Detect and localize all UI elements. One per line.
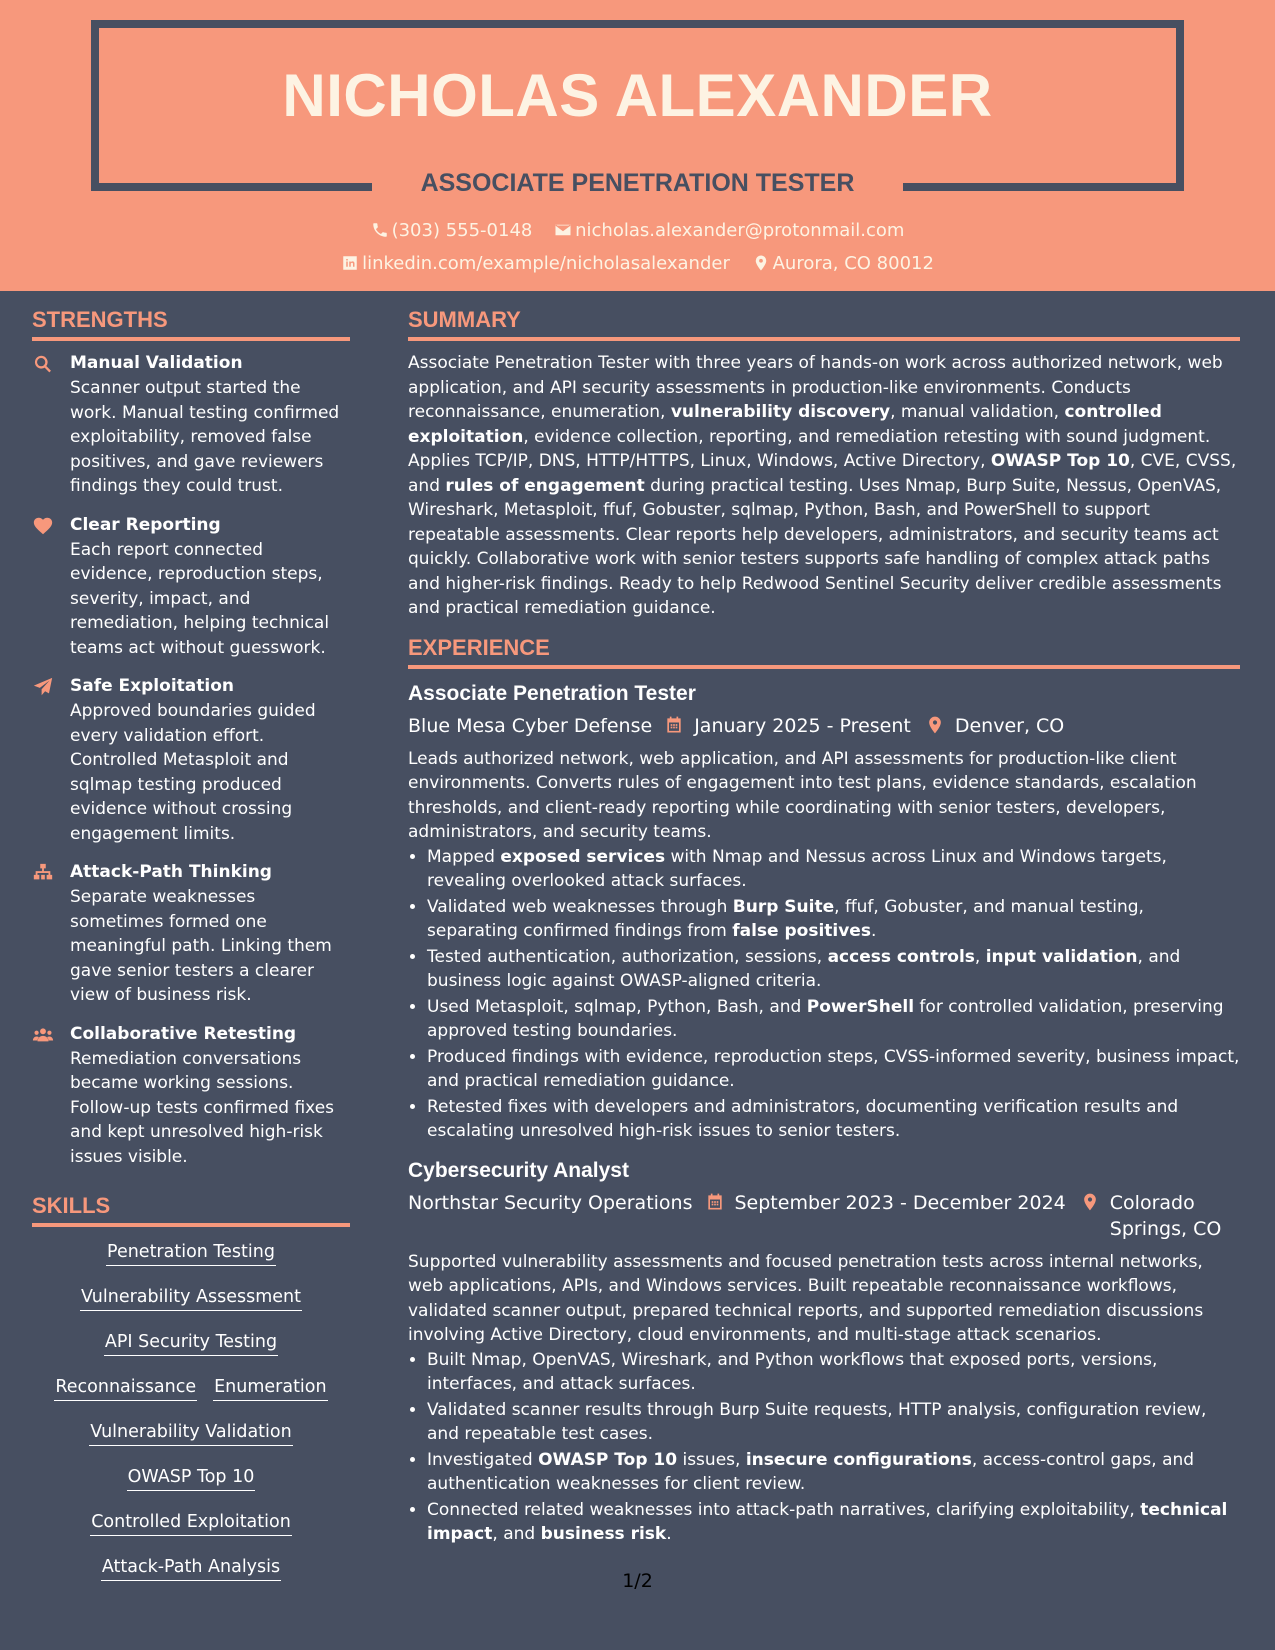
list-item: • Investigated OWASP Top 10 issues, insecure configurations, access-control gaps, and authentication weaknesses for client review. [427, 1448, 1240, 1497]
job-company: Northstar Security Operations [408, 1191, 693, 1214]
map-pin-icon [752, 254, 770, 272]
email-contact[interactable] [554, 218, 904, 244]
phone-icon [371, 221, 389, 239]
calendar-icon [705, 1192, 725, 1212]
summary-text: Associate Penetration Tester with three years of hands-on work across authorized network, web application, and API security assessments in production-like environments. Conducts reconnaissance, enumeration, vulnerability discovery, manual validation, controlled exploitation, evidence collection, reporting, and remediation retesting with sound judgment. Applies TCP/IP, DNS, HTTP/HTTPS, Linux, Windows, Active Directory, OWASP Top 10, CVE, CVSS, and rules of engagement during practical testing. Uses Nmap, Burp Suite, Nessus, OpenVAS, Wireshark, Metasploit, ffuf, Gobuster, sqlmap, Python, Bash, and PowerShell to support repeatable assessments. Clear reports help developers, administrators, and security teams act quickly. Collaborative work with senior testers supports safe handling of complex attack paths and higher-risk findings. Ready to help Redwood Sentinel Security deliver credible assessments and practical remediation guidance. [408, 353, 1237, 618]
paper-plane-icon [32, 676, 54, 698]
strength-desc: Scanner output started the work. Manual testing confirmed exploitability, removed false positives, and gave reviewers findings they could trust. [70, 378, 340, 496]
strength-desc: Separate weaknesses sometimes formed one meaningful path. Linking them gave senior testers a clearer view of business risk. [70, 887, 332, 1005]
skills-list [32, 1237, 350, 1597]
job-bullets [408, 1348, 1240, 1547]
strength-title: Manual Validation [70, 353, 243, 373]
summary-heading: SUMMARY [408, 305, 1240, 341]
strength-title: Safe Exploitation [70, 676, 234, 696]
page-number: 1/2 [622, 1570, 653, 1592]
job-role: Associate Penetration Tester [408, 681, 696, 705]
skill-tag: Reconnaissance [54, 1374, 197, 1401]
header-banner [0, 0, 1275, 291]
job-entry [408, 679, 1240, 1144]
job-company: Blue Mesa Cyber Defense [408, 714, 653, 737]
job-entry [408, 1156, 1240, 1547]
skill-tag: Enumeration [213, 1374, 328, 1401]
job-title-heading: ASSOCIATE PENETRATION TESTER [420, 169, 855, 197]
skill-tag: Vulnerability Validation [89, 1419, 292, 1446]
list-item: • Connected related weaknesses into attack-path narratives, clarifying exploitability, technical impact, and business risk. [427, 1498, 1240, 1547]
list-item: • Tested authentication, authorization, sessions, access controls, input validation, and business logic against OWASP-aligned criteria. [427, 945, 1240, 994]
skill-tag: Vulnerability Assessment [80, 1284, 302, 1311]
job-description: Supported vulnerability assessments and focused penetration tests across internal networks, web applications, APIs, and Windows services. Built repeatable reconnaissance workflows, validated scanner output, prepared technical reports, and supported remediation discussions involving Active Directory, cloud environments, and multi-stage attack scenarios. [408, 1251, 1204, 1345]
job-role: Cybersecurity Analyst [408, 1158, 629, 1182]
envelope-icon [554, 221, 572, 239]
email-text: nicholas.alexander@protonmail.com [575, 220, 905, 241]
strength-title: Attack-Path Thinking [70, 862, 272, 882]
heart-icon [32, 515, 54, 537]
experience-heading: EXPERIENCE [408, 633, 1240, 669]
job-dates: September 2023 - December 2024 [734, 1191, 1066, 1214]
strength-desc: Each report connected evidence, reproduction steps, severity, impact, and remediation, helping technical teams act without guesswork. [70, 539, 330, 658]
strength-item [32, 674, 350, 846]
linkedin-icon [341, 254, 359, 272]
job-meta [408, 713, 1240, 739]
location-text: Aurora, CO 80012 [772, 253, 934, 274]
strength-item [32, 351, 350, 499]
job-location: Denver, CO [954, 714, 1065, 737]
job-meta [408, 1190, 1240, 1242]
skill-tag: Penetration Testing [106, 1239, 276, 1266]
list-item: • Used Metasploit, sqlmap, Python, Bash, and PowerShell for controlled validation, preserving approved testing boundaries. [427, 995, 1240, 1044]
phone-contact[interactable] [371, 218, 533, 244]
sitemap-icon [32, 862, 54, 884]
list-item: • Validated web weaknesses through Burp Suite, ffuf, Gobuster, and manual testing, separating confirmed findings from false positives. [427, 895, 1240, 944]
strength-title: Collaborative Retesting [70, 1023, 297, 1044]
map-pin-icon [1080, 1192, 1100, 1212]
skill-tag: Controlled Exploitation [90, 1509, 292, 1536]
contact-row-2 [0, 251, 1275, 277]
map-pin-icon [925, 715, 945, 735]
linkedin-contact[interactable] [341, 251, 730, 277]
strength-item [32, 860, 350, 1008]
job-description: Leads authorized network, web application, and API assessments for production-like client environments. Converts rules of engagement into test plans, evidence standards, escalation thresholds, and client-ready reporting while coordinating with senior testers, developers, administrators, and security teams. [408, 748, 1197, 842]
calendar-icon [664, 715, 684, 735]
strengths-heading: STRENGTHS [32, 305, 350, 341]
candidate-name: NICHOLAS ALEXANDER [282, 62, 993, 129]
list-item: • Produced findings with evidence, reproduction steps, CVSS-informed severity, business impact, and practical remediation guidance. [427, 1045, 1240, 1094]
list-item: • Validated scanner results through Burp Suite requests, HTTP analysis, configuration review, and repeatable test cases. [427, 1398, 1240, 1447]
job-bullets [408, 845, 1240, 1144]
strength-desc: Remediation conversations became working sessions. Follow-up tests confirmed fixes and kept unresolved high-risk issues visible. [70, 1048, 335, 1167]
list-item: • Retested fixes with developers and administrators, documenting verification results and escalating unresolved high-risk issues to senior testers. [427, 1095, 1240, 1144]
location-contact [752, 251, 934, 277]
list-item: • Built Nmap, OpenVAS, Wireshark, and Python workflows that exposed ports, versions, interfaces, and attack surfaces. [427, 1348, 1240, 1397]
strength-title: Clear Reporting [70, 514, 221, 535]
search-icon [32, 353, 54, 375]
right-column [408, 305, 1240, 1548]
contact-row-1 [0, 218, 1275, 244]
skills-heading: SKILLS [32, 1191, 350, 1227]
skill-tag: OWASP Top 10 [127, 1464, 256, 1491]
job-location: Colorado Springs, CO [1109, 1191, 1222, 1240]
list-item: • Mapped exposed services with Nmap and Nessus across Linux and Windows targets, revealing overlooked attack surfaces. [427, 845, 1240, 894]
users-icon [32, 1024, 54, 1046]
phone-text: (303) 555-0148 [391, 220, 533, 241]
strength-item [32, 513, 350, 661]
strength-desc: Approved boundaries guided every validation effort. Controlled Metasploit and sqlmap testing produced evidence without crossing engagement limits. [70, 701, 316, 844]
strength-item [32, 1022, 350, 1170]
left-column [32, 305, 350, 1597]
skill-tag: API Security Testing [104, 1329, 278, 1356]
linkedin-text: linkedin.com/example/nicholasalexander [362, 253, 730, 274]
skill-tag: Attack-Path Analysis [101, 1554, 281, 1581]
job-dates: January 2025 - Present [694, 714, 911, 737]
